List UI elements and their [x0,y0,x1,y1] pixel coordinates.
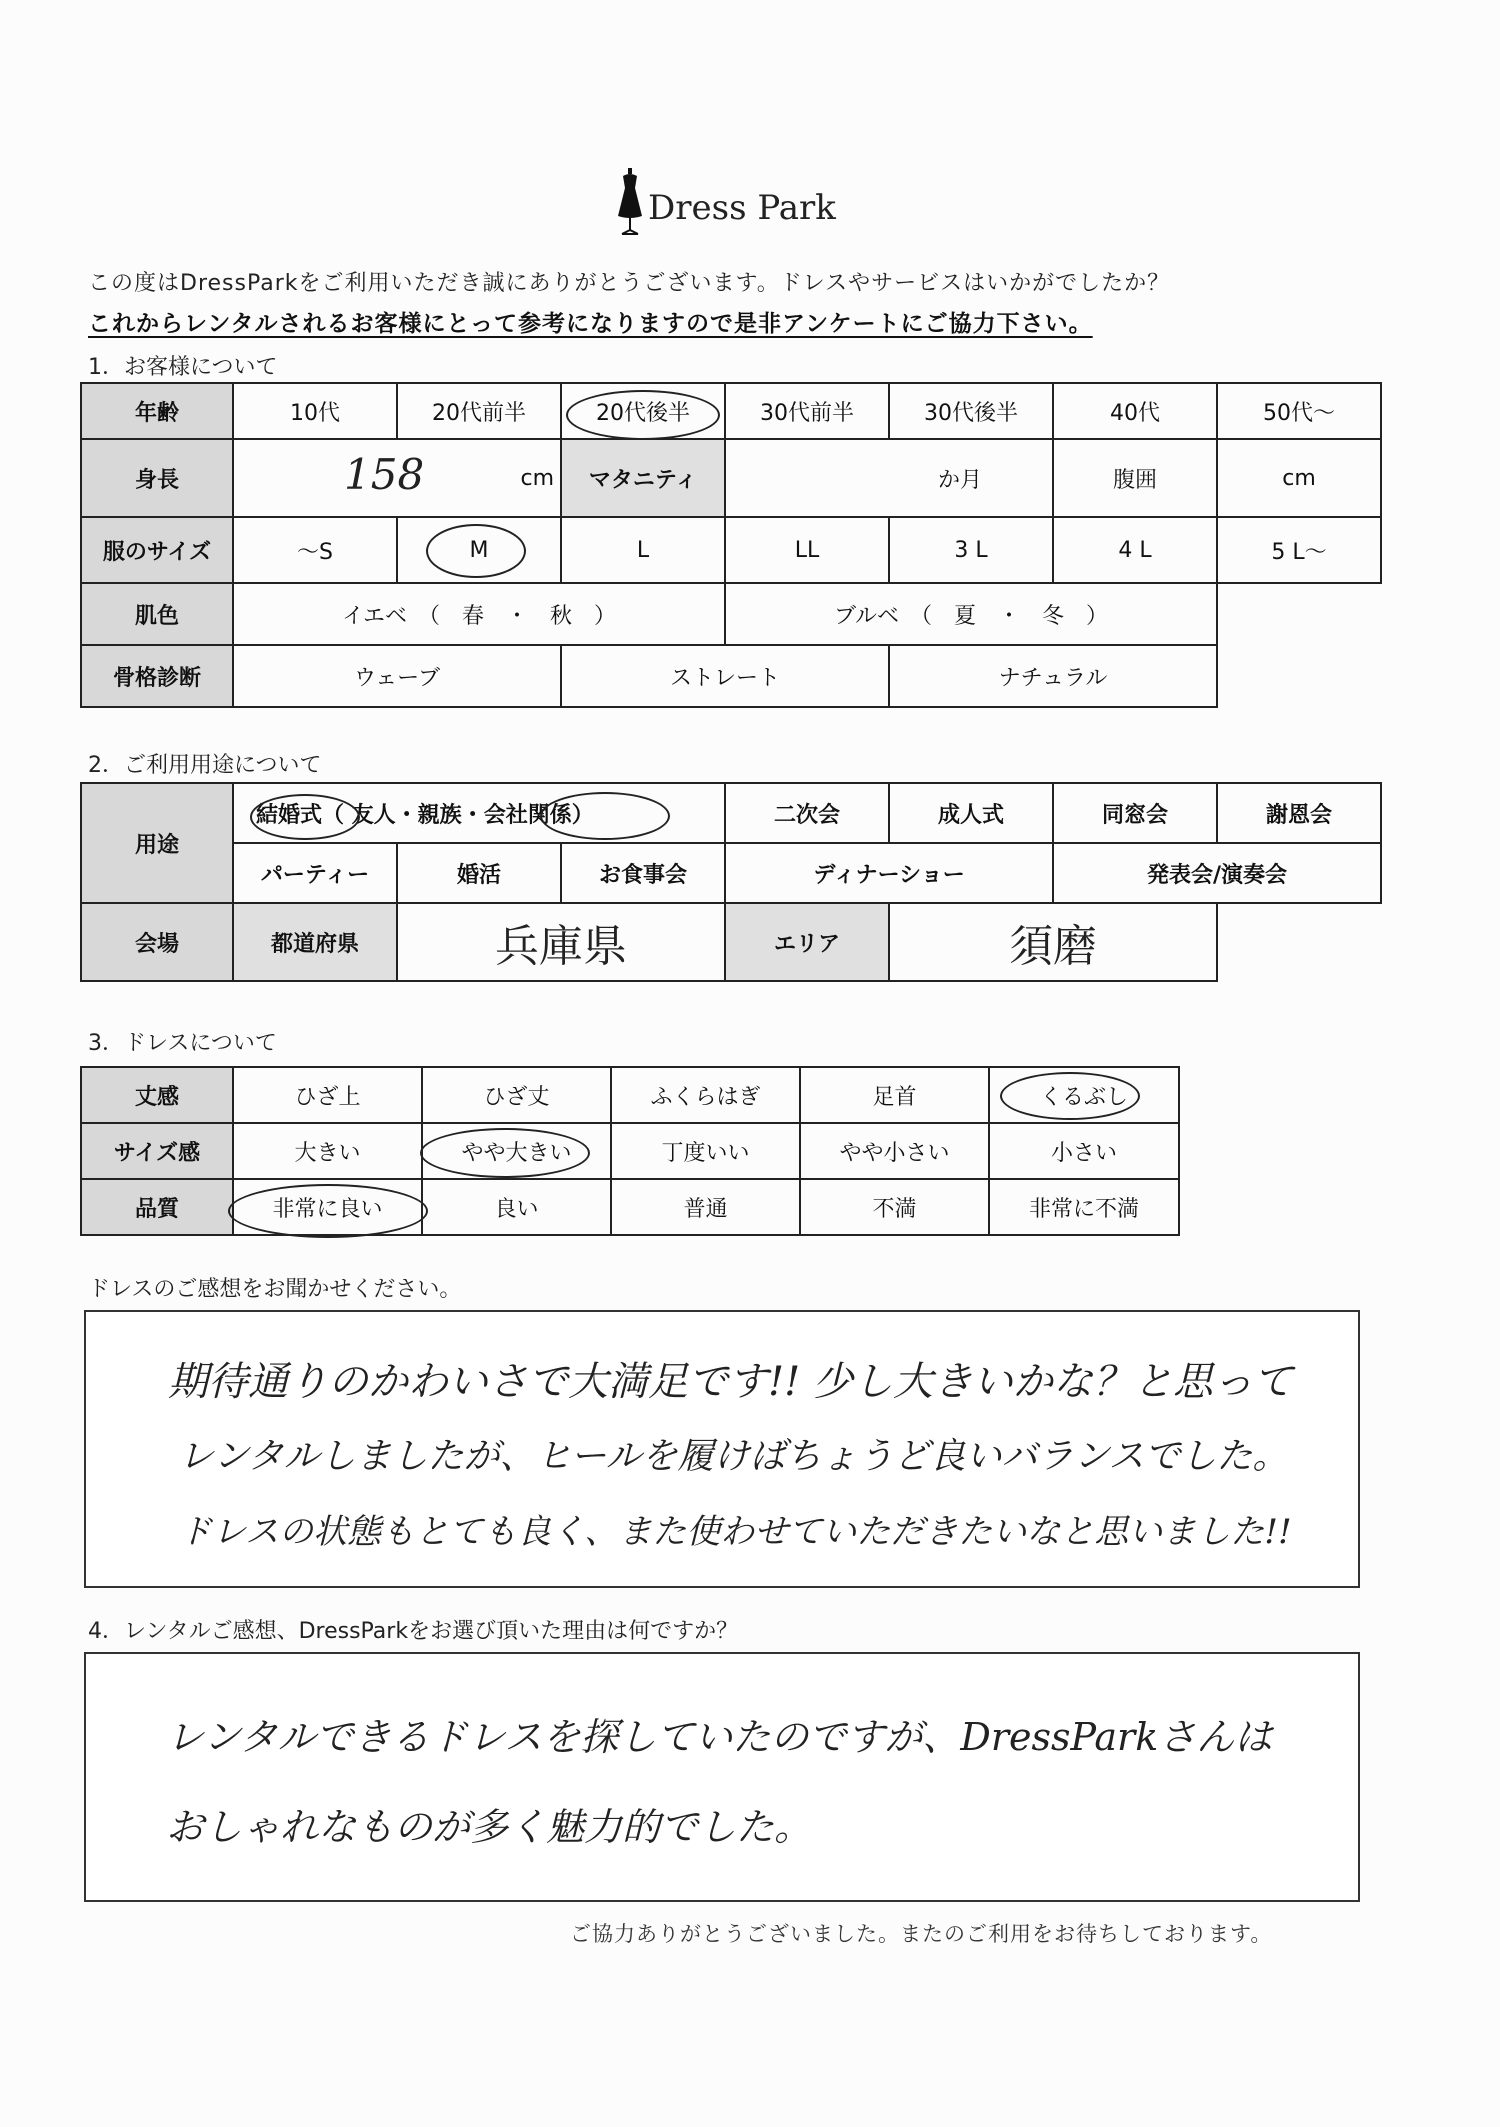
size-label: 服のサイズ [81,517,233,583]
dress-comment-box[interactable] [84,1310,1360,1588]
selection-circle-company [540,792,670,840]
age-option[interactable]: 30代後半 [889,383,1053,439]
age-option[interactable]: 20代前半 [397,383,561,439]
quality-option[interactable]: 不満 [800,1179,989,1235]
purpose-option[interactable]: 発表会/演奏会 [1053,843,1381,903]
waist-label: 腹囲 [1053,439,1217,517]
length-option[interactable]: ひざ丈 [422,1067,611,1123]
logo-text: Dress Park [648,188,836,228]
fit-option[interactable]: やや小さい [800,1123,989,1179]
frame-label: 骨格診断 [81,645,233,707]
fit-option-selected[interactable]: やや大きい [422,1123,611,1179]
selection-circle-wedding [250,794,360,840]
wedding-option[interactable]: 結婚式 [256,802,323,828]
height-unit: cm [520,466,554,491]
dresspark-logo [612,168,852,244]
selection-circle-fit [420,1128,590,1178]
skin-blue-option[interactable]: ブルベ （ 夏 ・ 冬 ） [725,583,1217,645]
height-label: 身長 [81,439,233,517]
size-option[interactable]: ～S [233,517,397,583]
selection-circle-age [566,390,720,440]
reason-answer-box[interactable] [84,1652,1360,1902]
purpose-option[interactable]: 二次会 [725,783,889,843]
purpose-option[interactable]: 成人式 [889,783,1053,843]
purpose-label: 用途 [81,783,233,903]
size-option[interactable]: 5 L～ [1217,517,1381,583]
wedding-detail-close: ） [571,802,594,828]
purpose-option[interactable]: 謝恩会 [1217,783,1381,843]
quality-option[interactable]: 良い [422,1179,611,1235]
intro-line-2: これからレンタルされるお客様にとって参考になりますので是非アンケートにご協力下さい。 [88,311,1093,337]
section1-title: 1．お客様について [88,355,278,380]
size-option[interactable]: 4 L [1053,517,1217,583]
height-value: 158 [344,450,425,499]
fit-label: サイズ感 [81,1123,233,1179]
age-label: 年齢 [81,383,233,439]
prefecture-label: 都道府県 [233,903,397,981]
size-option-selected[interactable]: M [397,517,561,583]
age-option[interactable]: 30代前半 [725,383,889,439]
frame-option[interactable]: ウェーブ [233,645,561,707]
quality-option-selected[interactable]: 非常に良い [233,1179,422,1235]
height-field[interactable] [233,439,561,517]
area-label: エリア [725,903,889,981]
venue-label: 会場 [81,903,233,981]
frame-option[interactable]: ストレート [561,645,889,707]
maternity-label: マタニティ [561,439,725,517]
length-label: 丈感 [81,1067,233,1123]
fit-option[interactable]: 大きい [233,1123,422,1179]
length-option[interactable]: 足首 [800,1067,989,1123]
wedding-detail-open: （ 友人・親族・ [322,802,484,828]
age-option-selected[interactable]: 20代後半 [561,383,725,439]
reason-answer-line: レンタルできるドレスを探していたのですが、DressParkさんは [166,1715,1273,1759]
purpose-option[interactable]: 婚活 [397,843,561,903]
fit-option[interactable]: 小さい [989,1123,1179,1179]
selection-circle-length [1000,1072,1140,1120]
frame-option[interactable]: ナチュラル [889,645,1217,707]
size-option[interactable]: L [561,517,725,583]
dress-form-icon [612,168,648,238]
skin-yellow-option[interactable]: イエベ （ 春 ・ 秋 ） [233,583,725,645]
skin-label: 肌色 [81,583,233,645]
waist-unit[interactable]: cm [1217,439,1381,517]
size-option[interactable]: 3 L [889,517,1053,583]
selection-circle-size [426,524,526,578]
length-option[interactable]: ひざ上 [233,1067,422,1123]
footer-thanks: ご協力ありがとうございました。またのご利用をお待ちしております。 [570,1922,1273,1946]
selection-circle-quality [228,1184,428,1238]
quality-option[interactable]: 非常に不満 [989,1179,1179,1235]
age-option[interactable]: 50代～ [1217,383,1381,439]
length-option[interactable]: ふくらはぎ [611,1067,800,1123]
age-option[interactable]: 10代 [233,383,397,439]
purpose-option[interactable]: 同窓会 [1053,783,1217,843]
intro-line-1: この度はDressParkをご利用いただき誠にありがとうございます。ドレスやサービスはいかがでしたか？ [88,271,1171,296]
fit-option[interactable]: 丁度いい [611,1123,800,1179]
dress-comment-line: レンタルしましたが、ヒールを履けばちょうど良いバランスでした。 [178,1436,1289,1477]
area-value[interactable]: 須磨 [889,903,1217,981]
section3-title: 3．ドレスについて [88,1031,277,1056]
purpose-option[interactable]: ディナーショー [725,843,1053,903]
size-option[interactable]: LL [725,517,889,583]
maternity-months[interactable]: か月 [725,439,1053,517]
section2-title: 2．ご利用用途について [88,753,322,778]
length-option-selected[interactable]: くるぶし [989,1067,1179,1123]
prefecture-value[interactable]: 兵庫県 [397,903,725,981]
quality-option[interactable]: 普通 [611,1179,800,1235]
dress-comment-line: 期待通りのかわいさで大満足です!! 少し大きいかな？と思って [168,1359,1293,1405]
section4-title: 4．レンタルご感想、DressParkをお選び頂いた理由は何ですか？ [88,1619,739,1644]
company-option[interactable]: 会社関係 [483,802,572,828]
purpose-option[interactable]: お食事会 [561,843,725,903]
customer-table [80,382,1382,708]
quality-label: 品質 [81,1179,233,1235]
purpose-option[interactable]: パーティー [233,843,397,903]
dress-comment-line: ドレスの状態もとても良く、また使わせていただきたいなと思いました!! [178,1512,1292,1552]
reason-answer-line: おしゃれなものが多く魅力的でした。 [166,1805,813,1849]
dress-comment-prompt: ドレスのご感想をお聞かせください。 [88,1277,462,1302]
age-option[interactable]: 40代 [1053,383,1217,439]
